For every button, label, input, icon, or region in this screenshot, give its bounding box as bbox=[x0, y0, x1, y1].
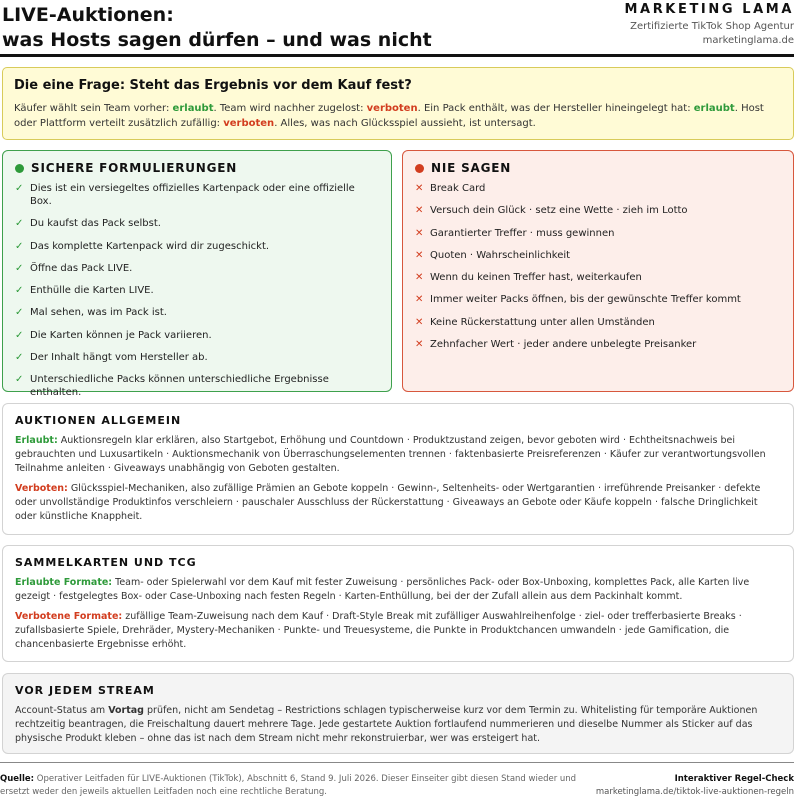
never-item bbox=[415, 271, 781, 284]
never-item bbox=[415, 249, 781, 262]
page-footer bbox=[0, 762, 794, 812]
never-item-text: Break Card bbox=[430, 183, 486, 194]
tcg-panel bbox=[2, 545, 794, 662]
red-dot-icon bbox=[415, 164, 424, 173]
never-item bbox=[415, 316, 781, 329]
question-segment: . Ein Pack enthält, was der Hersteller hineingelegt hat: bbox=[417, 103, 694, 114]
allowed-formats-label: Erlaubte Formate: bbox=[15, 577, 113, 588]
header-divider bbox=[0, 54, 794, 57]
source-text: Operativer Leitfaden für LIVE-Auktionen (TikTok), Abschnitt 6, Stand 9. Juli 2026. Dieser Einseiter gibt diesen Stand wieder und ersetzt weder den jeweils aktuellen Leitfaden noch eine rechtliche Beratung. bbox=[0, 774, 577, 797]
safe-item bbox=[15, 351, 379, 364]
check-icon: ✓ bbox=[15, 262, 24, 274]
key-question-heading: Die eine Frage: Steht das Ergebnis vor dem Kauf fest? bbox=[14, 78, 412, 93]
brand-url: marketinglama.de bbox=[702, 35, 794, 46]
check-icon: ✓ bbox=[15, 183, 24, 194]
safe-item-text: Der Inhalt hängt vom Hersteller ab. bbox=[30, 352, 208, 364]
cross-icon: ✕ bbox=[415, 339, 424, 351]
stream-text-start: Account-Status am bbox=[15, 705, 109, 716]
green-dot-icon bbox=[15, 164, 24, 173]
brand-name: MARKETING LAMA bbox=[624, 2, 794, 17]
key-question-text bbox=[14, 101, 782, 131]
page-title bbox=[2, 3, 432, 53]
forbidden-tag: verboten bbox=[223, 118, 275, 129]
brand-block bbox=[625, 0, 794, 48]
safe-item-text: Öffne das Pack LIVE. bbox=[30, 262, 133, 274]
cross-icon: ✕ bbox=[415, 249, 424, 261]
allowed-tag: erlaubt bbox=[693, 103, 735, 114]
safe-item bbox=[15, 217, 379, 230]
allowed-tag: erlaubt bbox=[172, 103, 214, 114]
check-icon: ✓ bbox=[15, 352, 24, 364]
key-question-box bbox=[2, 67, 794, 140]
check-icon: ✓ bbox=[15, 374, 24, 386]
source-note bbox=[0, 773, 590, 799]
never-say-title: NIE SAGEN bbox=[431, 161, 512, 175]
forbidden-formats-body: zufällige Team-Zuweisung nach dem Kauf · Draft-Style Break mit zufälliger Auswahlreihenfolge · ziel- oder trefferbasierte Breaks · zufallsbasierte Spiele, Drehräder, Mystery-Mechaniken · Punkte- und Treuesysteme, die Punkte in Produktchancen umwandeln · jede Gamification, die chancenbasierte Ergebnisse erhöht. bbox=[15, 611, 742, 650]
footer-link-block bbox=[596, 773, 794, 799]
cross-icon: ✕ bbox=[415, 183, 424, 194]
never-item bbox=[415, 293, 781, 306]
never-item bbox=[415, 338, 781, 351]
never-item-text: Garantierter Treffer · muss gewinnen bbox=[430, 227, 615, 239]
cross-icon: ✕ bbox=[415, 316, 424, 328]
page-header bbox=[0, 0, 794, 56]
general-auctions-heading: AUKTIONEN ALLGEMEIN bbox=[15, 414, 182, 427]
safe-phrases-title: SICHERE FORMULIERUNGEN bbox=[31, 161, 238, 175]
safe-item-text: Die Karten können je Pack variieren. bbox=[30, 329, 212, 341]
never-item-text: Zehnfacher Wert · jeder andere unbelegte Preisanker bbox=[430, 339, 697, 351]
general-forbidden-text bbox=[15, 482, 781, 524]
never-item bbox=[415, 204, 781, 217]
stream-text-rest: prüfen, nicht am Sendetag – Restrictions schlagen typischerweise kurz vor dem Termin zu. Whitelisting für temporäre Auktionen rechtzeitig beantragen, die Freischaltung dauert mehrere Tage. Jede gestartete Auktion fortlaufend nummerieren und dieselbe Nummer als Sticker auf das physische Produkt kleben – ohne das ist nach dem Stream nicht mehr rekonstruierbar, wer was ersteigert hat. bbox=[15, 705, 758, 744]
never-say-panel bbox=[402, 150, 794, 392]
never-item-text: Versuch dein Glück · setz eine Wette · zieh im Lotto bbox=[430, 205, 688, 217]
forbidden-body: Glücksspiel-Mechaniken, also zufällige Prämien an Gebote koppeln · Gewinn-, Seltenheits- oder Wertgarantien · irreführende Preisanker · defekte oder unvollständige Produktinfos verschleiern · pauschaler Ausschluss der Rückerstattung · Giveaways an Gebote oder Käufe koppeln · falsche Dringlichkeit oder künstliche Knappheit. bbox=[15, 483, 761, 522]
question-segment: . Alles, was nach Glücksspiel aussieht, ist untersagt. bbox=[274, 118, 536, 129]
forbidden-label: Verboten: bbox=[15, 483, 68, 494]
safe-item-text: Enthülle die Karten LIVE. bbox=[30, 285, 154, 297]
cross-icon: ✕ bbox=[415, 294, 424, 306]
before-stream-heading: VOR JEDEM STREAM bbox=[15, 684, 155, 697]
never-item-text: Wenn du keinen Treffer hast, weiterkaufen bbox=[430, 272, 642, 284]
cross-icon: ✕ bbox=[415, 227, 424, 239]
question-segment: . Host oder Plattform verteilt zusätzlich zufällig: bbox=[14, 103, 764, 129]
allowed-label: Erlaubt: bbox=[15, 435, 58, 446]
never-item bbox=[415, 227, 781, 240]
check-icon: ✓ bbox=[15, 285, 24, 297]
stream-text-emphasis: Vortag bbox=[108, 705, 144, 716]
check-icon: ✓ bbox=[15, 329, 24, 341]
title-line-1: LIVE-Auktionen: bbox=[2, 4, 174, 26]
never-item-text: Immer weiter Packs öffnen, bis der gewünschte Treffer kommt bbox=[430, 294, 741, 306]
cross-icon: ✕ bbox=[415, 272, 424, 284]
never-item-text: Quoten · Wahrscheinlichkeit bbox=[430, 249, 571, 261]
tcg-heading: SAMMELKARTEN UND TCG bbox=[15, 556, 197, 569]
brand-tagline: Zertifizierte TikTok Shop Agentur bbox=[630, 21, 794, 32]
safe-item bbox=[15, 240, 379, 253]
forbidden-formats-label: Verbotene Formate: bbox=[15, 611, 123, 622]
allowed-formats-body: Team- oder Spielerwahl vor dem Kauf mit fester Zuweisung · persönliches Pack- oder Box-Unboxing, komplettes Pack, alle Karten live gezeigt · festgelegtes Box- oder Case-Unboxing nach festen Regeln · Karten-Enthüllung, bei der der Zufall allein aus dem Packinhalt kommt. bbox=[15, 577, 750, 602]
check-icon: ✓ bbox=[15, 307, 24, 319]
forbidden-tag: verboten bbox=[366, 103, 418, 114]
safe-item-text: Du kaufst das Pack selbst. bbox=[30, 218, 161, 230]
footer-right-title: Interaktiver Regel-Check bbox=[674, 774, 794, 784]
safe-item bbox=[15, 262, 379, 275]
never-item bbox=[415, 182, 781, 195]
never-say-heading bbox=[415, 161, 781, 175]
title-line-2: was Hosts sagen dürfen – und was nicht bbox=[2, 29, 432, 51]
allowed-body: Auktionsregeln klar erklären, also Startgebot, Erhöhung und Countdown · Produktzustand zeigen, bevor geboten wird · Echtheitsnachweis bei gebrauchten und Luxusartikeln · Auktionsmechanik von Überraschungselementen trennen · faktenbasierte Preisreferenzen · Käufer zur verantwortungsvollen Teilnahme anleiten · Giveaways unabhängig von Geboten gestalten. bbox=[15, 435, 766, 474]
never-item-text: Keine Rückerstattung unter allen Umständen bbox=[430, 316, 655, 328]
question-segment: Käufer wählt sein Team vorher: bbox=[14, 103, 173, 114]
safe-phrases-heading bbox=[15, 161, 379, 175]
safe-item bbox=[15, 182, 379, 208]
before-stream-text bbox=[15, 704, 781, 746]
tcg-forbidden-text bbox=[15, 610, 781, 652]
safe-item-text: Das komplette Kartenpack wird dir zugeschickt. bbox=[30, 240, 270, 252]
source-label: Quelle: bbox=[0, 774, 35, 784]
question-segment: . Team wird nachher zugelost: bbox=[213, 103, 367, 114]
before-stream-panel bbox=[2, 673, 794, 754]
check-icon: ✓ bbox=[15, 240, 24, 252]
safe-item bbox=[15, 284, 379, 297]
cross-icon: ✕ bbox=[415, 205, 424, 217]
footer-url[interactable]: marketinglama.de/tiktok-live-auktionen-regeln bbox=[595, 787, 794, 797]
general-auctions-panel bbox=[2, 403, 794, 535]
safe-item bbox=[15, 373, 379, 399]
check-icon: ✓ bbox=[15, 218, 24, 230]
safe-item-text: Mal sehen, was im Pack ist. bbox=[30, 307, 167, 319]
safe-item-text: Dies ist ein versiegeltes offizielles Kartenpack oder eine offizielle Box. bbox=[30, 183, 355, 207]
safe-item bbox=[15, 306, 379, 319]
safe-phrases-panel bbox=[2, 150, 392, 399]
safe-item-text: Unterschiedliche Packs können unterschiedliche Ergebnisse enthalten. bbox=[30, 374, 329, 399]
general-allowed-text bbox=[15, 434, 781, 476]
safe-item bbox=[15, 329, 379, 342]
tcg-allowed-text bbox=[15, 576, 781, 604]
